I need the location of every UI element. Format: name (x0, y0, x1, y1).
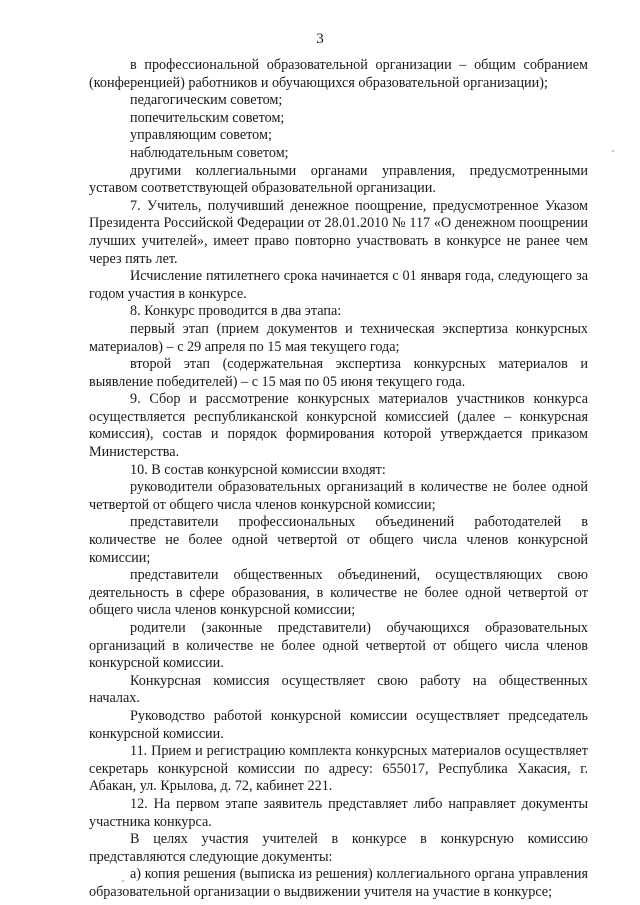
paragraph-five-year-term: Исчисление пятилетнего срока начинается с 01 января года, следующего за годом участия в конкурсе. (89, 268, 588, 302)
paragraph-12: 12. На первом этапе заявитель представляет либо направляет документы участника конкурса. (89, 795, 588, 830)
paragraph-9: 9. Сбор и рассмотрение конкурсных материалов участников конкурса осуществляется республиканской конкурсной комиссией (далее – конкурсная комиссия), состав и порядок формирования которой утверждается приказом Министерства. (89, 391, 588, 461)
paragraph-stage-1: первый этап (прием документов и техническая экспертиза конкурсных материалов) – с 29 апреля по 15 мая текущего года; (89, 320, 588, 355)
list-item-pedagogical-council: педагогическим советом; (130, 92, 283, 109)
paragraph-11: 11. Прием и регистрацию комплекта конкурсных материалов осуществляет секретарь конкурсной комиссии по адресу: 655017, Республика Хакасия, г. Абакан, ул. Крылова, д. 72, кабинет 221. (89, 743, 588, 795)
list-item-governing-council: управляющим советом; (130, 127, 272, 144)
paragraph-chairman: Руководство работой конкурсной комиссии осуществляет председатель конкурсной комиссии. (89, 707, 588, 742)
scan-artifact (612, 150, 614, 152)
paragraph-heads-of-organizations: руководители образовательных организаций в количестве не более одной четвертой от общего числа членов конкурсной комиссии; (89, 479, 588, 513)
list-item-trustee-council: попечительским советом; (130, 109, 285, 126)
paragraph-documents-intro: В целях участия учителей в конкурсе в конкурсную комиссию представляются следующие документы: (89, 831, 588, 865)
paragraph-item-a: а) копия решения (выписка из решения) коллегиального органа управления образовательной организации о выдвижении учителя на участие в конкурсе; (89, 866, 588, 900)
paragraph-public-associations: представители общественных объединений, осуществляющих свою деятельность в сфере образования, в количестве не более одной четвертой от общего числа членов конкурсной комиссии; (89, 567, 588, 619)
paragraph-stage-2: второй этап (содержательная экспертиза конкурсных материалов и выявление победителей) – с 15 мая по 05 июня текущего года. (89, 356, 588, 390)
paragraph-8: 8. Конкурс проводится в два этапа: (130, 303, 342, 320)
paragraph-voluntary-basis: Конкурсная комиссия осуществляет свою работу на общественных началах. (89, 672, 588, 707)
paragraph-parents: родители (законные представители) обучающихся образовательных организаций в количестве не более одной четвертой от общего числа членов конкурсной комиссии. (89, 620, 588, 672)
document-body (89, 57, 588, 902)
paragraph-7: 7. Учитель, получивший денежное поощрение, предусмотренное Указом Президента Российской Федерации от 28.01.2010 № 117 «О денежном поощрении лучших учителей», имеет право повторно участвовать в конкурсе не ранее чем через пять лет. (89, 197, 588, 267)
paragraph-organization-meeting: в профессиональной образовательной организации – общим собранием (конференцией) работников и обучающихся образовательной организации); (89, 57, 588, 91)
paragraph-employer-representatives: представители профессиональных объединений работодателей в количестве не более одной четвертой от общего числа членов конкурсной комиссии; (89, 514, 588, 566)
page-number: 3 (316, 31, 324, 47)
list-item-supervisory-council: наблюдательным советом; (130, 144, 289, 161)
paragraph-10: 10. В состав конкурсной комиссии входят: (130, 461, 386, 478)
paragraph-other-bodies: другими коллегиальными органами управления, предусмотренными уставом соответствующей образовательной организации. (89, 162, 588, 197)
scan-artifact (122, 880, 124, 882)
